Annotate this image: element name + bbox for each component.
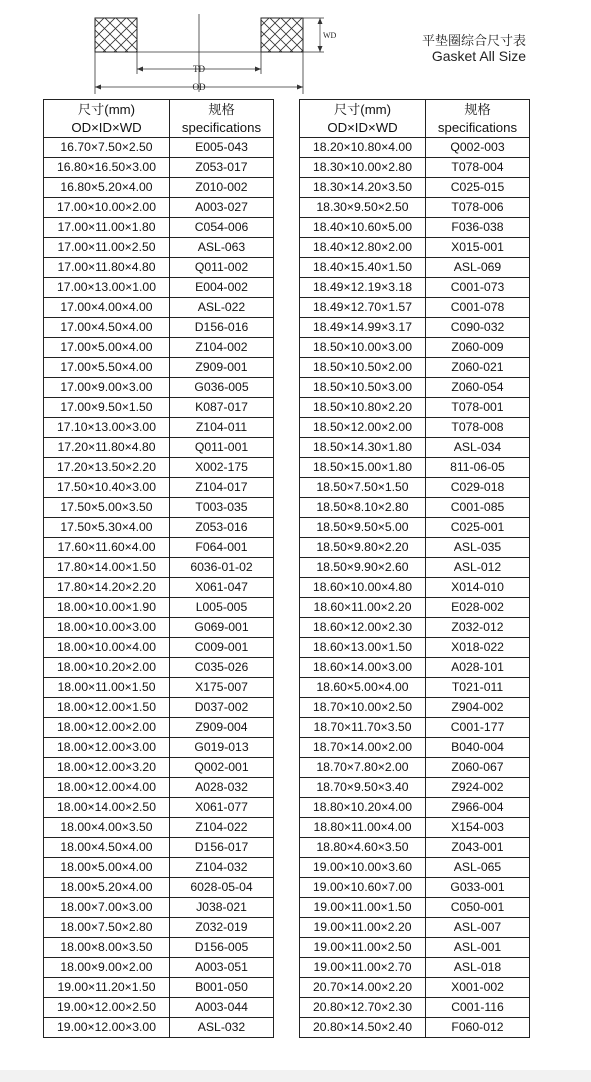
size-cell: 18.00×7.50×2.80	[44, 918, 170, 938]
size-cell: 18.20×10.80×4.00	[300, 138, 426, 158]
table-row	[300, 518, 530, 538]
spec-cell: Z060-009	[426, 338, 530, 358]
table-row	[44, 558, 274, 578]
size-cell: 18.60×14.00×3.00	[300, 658, 426, 678]
table-header-row	[44, 100, 274, 138]
size-cell: 18.00×11.00×1.50	[44, 678, 170, 698]
size-cell: 18.50×9.80×2.20	[300, 538, 426, 558]
table-row	[300, 758, 530, 778]
size-cell: 19.00×11.00×2.70	[300, 958, 426, 978]
table-row	[44, 138, 274, 158]
gasket-cross-section-diagram	[88, 12, 338, 96]
spec-cell: A003-044	[170, 998, 274, 1018]
spec-cell: Q011-002	[170, 258, 274, 278]
table-row	[300, 638, 530, 658]
size-cell: 18.49×12.19×3.18	[300, 278, 426, 298]
size-cell: 16.80×5.20×4.00	[44, 178, 170, 198]
spec-cell: D037-002	[170, 698, 274, 718]
table-row	[300, 1018, 530, 1038]
spec-cell: C001-078	[426, 298, 530, 318]
table-row	[44, 398, 274, 418]
table-row	[44, 618, 274, 638]
table-row	[300, 838, 530, 858]
size-cell: 18.30×9.50×2.50	[300, 198, 426, 218]
spec-cell: D156-016	[170, 318, 274, 338]
size-cell: 18.00×4.00×3.50	[44, 818, 170, 838]
spec-cell: X014-010	[426, 578, 530, 598]
size-cell: 17.00×11.00×2.50	[44, 238, 170, 258]
gasket-left-section	[95, 18, 137, 52]
size-cell: 19.00×11.00×1.50	[300, 898, 426, 918]
size-cell: 16.80×16.50×3.00	[44, 158, 170, 178]
size-cell: 18.30×14.20×3.50	[300, 178, 426, 198]
size-table-left	[43, 99, 274, 1038]
table-row	[300, 158, 530, 178]
size-cell: 18.00×8.00×3.50	[44, 938, 170, 958]
table-row	[300, 338, 530, 358]
table-row	[300, 238, 530, 258]
size-cell: 18.00×10.20×2.00	[44, 658, 170, 678]
size-cell: 18.00×7.00×3.00	[44, 898, 170, 918]
spec-cell: K087-017	[170, 398, 274, 418]
spec-cell: 811-06-05	[426, 458, 530, 478]
spec-cell: C054-006	[170, 218, 274, 238]
table-row	[44, 378, 274, 398]
spec-cell: A028-101	[426, 658, 530, 678]
size-header-en: OD×ID×WD	[71, 119, 142, 135]
table-row	[300, 718, 530, 738]
size-cell: 19.00×11.00×2.20	[300, 918, 426, 938]
spec-cell: J038-021	[170, 898, 274, 918]
size-cell: 18.50×10.50×3.00	[300, 378, 426, 398]
spec-cell: T003-035	[170, 498, 274, 518]
table-row	[300, 278, 530, 298]
table-row	[44, 218, 274, 238]
size-cell: 19.00×12.00×3.00	[44, 1018, 170, 1038]
table-row	[44, 158, 274, 178]
size-cell: 17.00×4.50×4.00	[44, 318, 170, 338]
spec-cell: X002-175	[170, 458, 274, 478]
size-cell: 17.50×5.30×4.00	[44, 518, 170, 538]
table-row	[300, 738, 530, 758]
size-cell: 18.70×14.00×2.00	[300, 738, 426, 758]
spec-cell: C001-116	[426, 998, 530, 1018]
size-column-header	[300, 100, 426, 138]
size-cell: 18.50×14.30×1.80	[300, 438, 426, 458]
spec-cell: Q011-001	[170, 438, 274, 458]
table-row	[300, 398, 530, 418]
table-row	[44, 838, 274, 858]
spec-header-en: specifications	[437, 119, 518, 135]
size-cell: 19.00×12.00×2.50	[44, 998, 170, 1018]
table-header-row	[300, 100, 530, 138]
spec-cell: F036-038	[426, 218, 530, 238]
size-cell: 18.00×9.00×2.00	[44, 958, 170, 978]
spec-cell: C029-018	[426, 478, 530, 498]
spec-cell: A003-027	[170, 198, 274, 218]
spec-cell: L005-005	[170, 598, 274, 618]
table-row	[300, 458, 530, 478]
size-cell: 18.50×9.50×5.00	[300, 518, 426, 538]
size-cell: 18.00×14.00×2.50	[44, 798, 170, 818]
spec-cell: F064-001	[170, 538, 274, 558]
spec-header-zh: 规格	[208, 101, 235, 117]
spec-cell: B001-050	[170, 978, 274, 998]
size-cell: 17.50×10.40×3.00	[44, 478, 170, 498]
table-row	[300, 878, 530, 898]
spec-header-en: specifications	[181, 119, 262, 135]
spec-cell: Z053-016	[170, 518, 274, 538]
table-row	[44, 538, 274, 558]
size-cell: 17.00×5.50×4.00	[44, 358, 170, 378]
size-cell: 18.00×12.00×4.00	[44, 778, 170, 798]
spec-cell: G036-005	[170, 378, 274, 398]
table-row	[300, 318, 530, 338]
size-cell: 18.60×5.00×4.00	[300, 678, 426, 698]
spec-cell: T078-006	[426, 198, 530, 218]
table-row	[44, 798, 274, 818]
gasket-right-section	[261, 18, 303, 52]
size-cell: 18.30×10.00×2.80	[300, 158, 426, 178]
spec-cell: ASL-018	[426, 958, 530, 978]
table-row	[44, 358, 274, 378]
spec-cell: Z909-001	[170, 358, 274, 378]
table-row	[44, 698, 274, 718]
size-cell: 18.00×12.00×3.00	[44, 738, 170, 758]
spec-cell: X061-047	[170, 578, 274, 598]
spec-cell: Z104-022	[170, 818, 274, 838]
size-cell: 20.70×14.00×2.20	[300, 978, 426, 998]
title-english: Gasket All Size	[431, 48, 526, 64]
table-row	[44, 738, 274, 758]
spec-cell: Z032-019	[170, 918, 274, 938]
table-row	[44, 638, 274, 658]
size-cell: 18.00×10.00×1.90	[44, 598, 170, 618]
spec-cell: Z104-002	[170, 338, 274, 358]
table-row	[44, 758, 274, 778]
size-cell: 18.70×9.50×3.40	[300, 778, 426, 798]
table-row	[44, 958, 274, 978]
size-cell: 18.70×11.70×3.50	[300, 718, 426, 738]
spec-cell: X154-003	[426, 818, 530, 838]
spec-cell: ASL-012	[426, 558, 530, 578]
table-row	[300, 658, 530, 678]
spec-cell: E005-043	[170, 138, 274, 158]
size-cell: 17.10×13.00×3.00	[44, 418, 170, 438]
table-row	[44, 178, 274, 198]
size-header-zh: 尺寸(mm)	[77, 101, 136, 117]
size-header-en: OD×ID×WD	[327, 119, 398, 135]
table-row	[300, 958, 530, 978]
table-row	[300, 618, 530, 638]
table-row	[44, 878, 274, 898]
size-cell: 18.70×7.80×2.00	[300, 758, 426, 778]
spec-cell: A028-032	[170, 778, 274, 798]
td-label: TD	[193, 64, 205, 74]
table-row	[44, 318, 274, 338]
size-cell: 18.00×4.50×4.00	[44, 838, 170, 858]
table-row	[44, 898, 274, 918]
table-row	[300, 418, 530, 438]
spec-cell: X001-002	[426, 978, 530, 998]
spec-cell: X175-007	[170, 678, 274, 698]
spec-cell: ASL-007	[426, 918, 530, 938]
spec-cell: G019-013	[170, 738, 274, 758]
table-row	[44, 678, 274, 698]
size-cell: 18.50×15.00×1.80	[300, 458, 426, 478]
table-row	[44, 438, 274, 458]
spec-cell: 6028-05-04	[170, 878, 274, 898]
spec-cell: ASL-035	[426, 538, 530, 558]
spec-cell: X061-077	[170, 798, 274, 818]
size-cell: 18.40×15.40×1.50	[300, 258, 426, 278]
table-row	[300, 938, 530, 958]
table-row	[300, 198, 530, 218]
spec-cell: T078-001	[426, 398, 530, 418]
spec-cell: Z060-021	[426, 358, 530, 378]
table-row	[300, 258, 530, 278]
size-cell: 17.00×13.00×1.00	[44, 278, 170, 298]
table-row	[44, 478, 274, 498]
size-cell: 20.80×14.50×2.40	[300, 1018, 426, 1038]
spec-cell: D156-005	[170, 938, 274, 958]
table-row	[44, 458, 274, 478]
size-cell: 18.80×10.20×4.00	[300, 798, 426, 818]
size-cell: 18.49×12.70×1.57	[300, 298, 426, 318]
table-row	[300, 378, 530, 398]
spec-cell: C001-085	[426, 498, 530, 518]
spec-cell: Q002-003	[426, 138, 530, 158]
spec-cell: C090-032	[426, 318, 530, 338]
spec-cell: A003-051	[170, 958, 274, 978]
table-row	[44, 338, 274, 358]
table-row	[300, 818, 530, 838]
spec-column-header	[170, 100, 274, 138]
size-cell: 18.40×10.60×5.00	[300, 218, 426, 238]
size-cell: 19.00×10.60×7.00	[300, 878, 426, 898]
table-row	[44, 858, 274, 878]
table-row	[44, 578, 274, 598]
spec-cell: Z909-004	[170, 718, 274, 738]
size-cell: 18.50×12.00×2.00	[300, 418, 426, 438]
table-row	[44, 238, 274, 258]
spec-cell: G069-001	[170, 618, 274, 638]
spec-cell: C025-015	[426, 178, 530, 198]
spec-cell: C009-001	[170, 638, 274, 658]
table-row	[300, 698, 530, 718]
spec-cell: Z104-011	[170, 418, 274, 438]
table-row	[300, 498, 530, 518]
table-row	[44, 778, 274, 798]
spec-cell: ASL-063	[170, 238, 274, 258]
spec-cell: Z104-032	[170, 858, 274, 878]
size-cell: 18.50×7.50×1.50	[300, 478, 426, 498]
table-row	[44, 298, 274, 318]
size-cell: 17.20×11.80×4.80	[44, 438, 170, 458]
size-table-right	[299, 99, 530, 1038]
table-row	[44, 278, 274, 298]
size-cell: 18.60×13.00×1.50	[300, 638, 426, 658]
size-cell: 18.50×10.50×2.00	[300, 358, 426, 378]
size-cell: 17.80×14.00×1.50	[44, 558, 170, 578]
spec-column-header	[426, 100, 530, 138]
table-row	[300, 918, 530, 938]
table-row	[44, 598, 274, 618]
spec-cell: X018-022	[426, 638, 530, 658]
table-row	[300, 358, 530, 378]
table-row	[300, 578, 530, 598]
spec-cell: C025-001	[426, 518, 530, 538]
table-row	[44, 818, 274, 838]
size-cell: 18.00×5.00×4.00	[44, 858, 170, 878]
spec-cell: C001-073	[426, 278, 530, 298]
spec-cell: Z010-002	[170, 178, 274, 198]
spec-cell: ASL-032	[170, 1018, 274, 1038]
size-cell: 17.50×5.00×3.50	[44, 498, 170, 518]
spec-header-zh: 规格	[464, 101, 491, 117]
size-cell: 18.00×12.00×1.50	[44, 698, 170, 718]
spec-cell: E028-002	[426, 598, 530, 618]
table-row	[300, 678, 530, 698]
size-cell: 18.50×9.90×2.60	[300, 558, 426, 578]
size-cell: 19.00×11.00×2.50	[300, 938, 426, 958]
size-cell: 18.50×8.10×2.80	[300, 498, 426, 518]
table-row	[44, 1018, 274, 1038]
table-row	[300, 218, 530, 238]
size-cell: 17.60×11.60×4.00	[44, 538, 170, 558]
table-row	[300, 598, 530, 618]
table-row	[300, 978, 530, 998]
spec-cell: 6036-01-02	[170, 558, 274, 578]
size-cell: 18.00×12.00×2.00	[44, 718, 170, 738]
size-cell: 18.80×4.60×3.50	[300, 838, 426, 858]
size-cell: 20.80×12.70×2.30	[300, 998, 426, 1018]
spec-cell: C035-026	[170, 658, 274, 678]
spec-cell: Z060-067	[426, 758, 530, 778]
spec-cell: E004-002	[170, 278, 274, 298]
size-cell: 18.00×10.00×4.00	[44, 638, 170, 658]
table-row	[44, 418, 274, 438]
spec-cell: F060-012	[426, 1018, 530, 1038]
size-cell: 17.00×9.00×3.00	[44, 378, 170, 398]
spec-cell: Z104-017	[170, 478, 274, 498]
spec-cell: C001-177	[426, 718, 530, 738]
size-cell: 18.00×10.00×3.00	[44, 618, 170, 638]
spec-cell: ASL-065	[426, 858, 530, 878]
table-row	[300, 538, 530, 558]
table-row	[300, 478, 530, 498]
spec-cell: G033-001	[426, 878, 530, 898]
size-cell: 18.49×14.99×3.17	[300, 318, 426, 338]
size-cell: 19.00×11.20×1.50	[44, 978, 170, 998]
table-row	[44, 498, 274, 518]
size-cell: 17.00×11.80×4.80	[44, 258, 170, 278]
size-cell: 18.60×11.00×2.20	[300, 598, 426, 618]
size-cell: 18.50×10.80×2.20	[300, 398, 426, 418]
size-cell: 17.00×4.00×4.00	[44, 298, 170, 318]
spec-cell: D156-017	[170, 838, 274, 858]
size-cell: 18.00×5.20×4.00	[44, 878, 170, 898]
table-row	[44, 938, 274, 958]
size-column-header	[44, 100, 170, 138]
table-row	[300, 178, 530, 198]
spec-cell: X015-001	[426, 238, 530, 258]
spec-cell: T078-008	[426, 418, 530, 438]
spec-cell: Z032-012	[426, 618, 530, 638]
spec-cell: ASL-034	[426, 438, 530, 458]
table-row	[44, 998, 274, 1018]
table-row	[300, 998, 530, 1018]
size-cell: 17.80×14.20×2.20	[44, 578, 170, 598]
size-cell: 18.60×12.00×2.30	[300, 618, 426, 638]
table-row	[44, 198, 274, 218]
size-cell: 18.80×11.00×4.00	[300, 818, 426, 838]
wd-label: WD	[323, 31, 337, 40]
size-cell: 18.60×10.00×4.80	[300, 578, 426, 598]
spec-cell: ASL-001	[426, 938, 530, 958]
size-cell: 17.00×9.50×1.50	[44, 398, 170, 418]
table-row	[300, 438, 530, 458]
size-cell: 18.70×10.00×2.50	[300, 698, 426, 718]
table-row	[300, 138, 530, 158]
size-cell: 17.00×10.00×2.00	[44, 198, 170, 218]
table-row	[300, 898, 530, 918]
table-row	[300, 858, 530, 878]
table-row	[300, 298, 530, 318]
size-cell: 18.40×12.80×2.00	[300, 238, 426, 258]
size-cell: 17.00×11.00×1.80	[44, 218, 170, 238]
spec-cell: T078-004	[426, 158, 530, 178]
spec-cell: Z904-002	[426, 698, 530, 718]
spec-cell: ASL-069	[426, 258, 530, 278]
spec-cell: Z966-004	[426, 798, 530, 818]
page-bottom-strip	[0, 1070, 591, 1082]
table-row	[300, 778, 530, 798]
od-label: OD	[192, 82, 206, 92]
size-cell: 17.20×13.50×2.20	[44, 458, 170, 478]
spec-cell: Z924-002	[426, 778, 530, 798]
size-cell: 17.00×5.00×4.00	[44, 338, 170, 358]
spec-cell: T021-011	[426, 678, 530, 698]
size-header-zh: 尺寸(mm)	[333, 101, 392, 117]
table-row	[44, 918, 274, 938]
table-row	[44, 978, 274, 998]
table-row	[44, 718, 274, 738]
spec-cell: C050-001	[426, 898, 530, 918]
size-cell: 19.00×10.00×3.60	[300, 858, 426, 878]
spec-cell: ASL-022	[170, 298, 274, 318]
spec-cell: Z043-001	[426, 838, 530, 858]
title-chinese: 平垫圈综合尺寸表	[421, 34, 526, 49]
spec-cell: Z060-054	[426, 378, 530, 398]
size-cell: 18.00×12.00×3.20	[44, 758, 170, 778]
size-cell: 18.50×10.00×3.00	[300, 338, 426, 358]
table-row	[300, 798, 530, 818]
spec-cell: B040-004	[426, 738, 530, 758]
size-cell: 16.70×7.50×2.50	[44, 138, 170, 158]
spec-cell: Q002-001	[170, 758, 274, 778]
table-row	[44, 258, 274, 278]
table-row	[44, 658, 274, 678]
table-row	[44, 518, 274, 538]
table-row	[300, 558, 530, 578]
spec-cell: Z053-017	[170, 158, 274, 178]
